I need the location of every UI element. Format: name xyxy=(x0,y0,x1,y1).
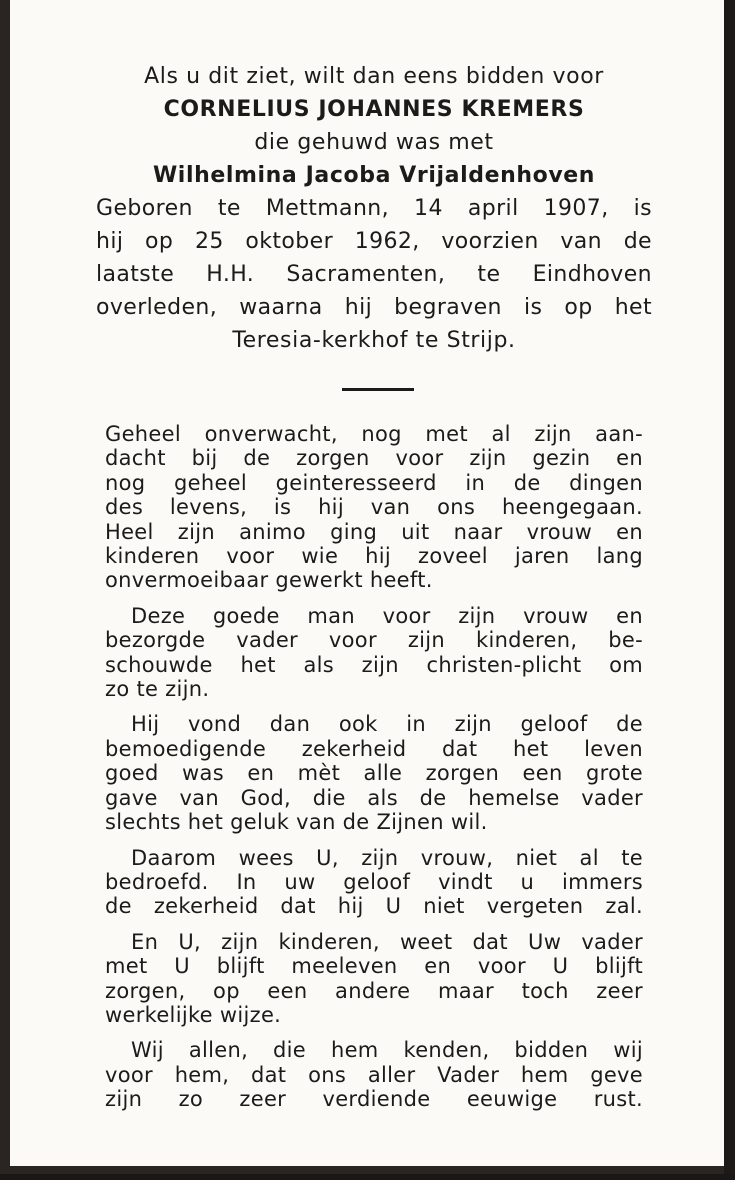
paragraph-line: goed was en mèt alle zorgen een grote xyxy=(105,761,643,786)
spouse-name: Wilhelmina Jacoba Vrijaldenhoven xyxy=(152,163,596,188)
married-to-label: die gehuwd was met xyxy=(254,130,494,155)
paragraph-line: zijn zo zeer verdiende eeuwige rust. xyxy=(105,1087,643,1112)
biography-line: hij op 25 oktober 1962, voorzien van de xyxy=(96,229,652,254)
section-divider xyxy=(342,388,414,391)
paragraph xyxy=(105,422,643,593)
card-header xyxy=(96,60,652,357)
paragraph-line: gave van God, die als de hemelse vader xyxy=(105,785,643,810)
paragraph-line: En U, zijn kinderen, weet dat Uw vader xyxy=(131,929,643,954)
paragraph-line: voor hem, dat ons aller Vader hem geve xyxy=(105,1062,643,1087)
paragraph-line: Deze goede man voor zijn vrouw en xyxy=(131,603,643,628)
card-edge-shadow xyxy=(724,0,735,1180)
paragraph-line: Geheel onverwacht, nog met al zijn aan- xyxy=(105,422,643,446)
paragraph-line: werkelijke wijze. xyxy=(105,1002,282,1027)
paragraph-line: de zekerheid dat hij U niet vergeten zal. xyxy=(105,894,643,919)
memorial-card xyxy=(10,0,724,1166)
paragraph-line: bedroefd. In uw geloof vindt u immers xyxy=(105,869,643,894)
paragraph-line: Wij allen, die hem kenden, bidden wij xyxy=(131,1038,643,1063)
paragraph-line: Daarom wees U, zijn vrouw, niet al te xyxy=(131,845,643,870)
paragraph-line: slechts het geluk van de Zijnen wil. xyxy=(105,810,488,835)
paragraph-line: bezorgde vader voor zijn kinderen, be- xyxy=(105,628,643,653)
biography-line: Teresia-kerkhof te Strijp. xyxy=(232,328,516,353)
paragraph-line: bemoedigende zekerheid dat het leven xyxy=(105,736,643,761)
paragraph-line: schouwde het als zijn christen-plicht om xyxy=(105,652,643,677)
paragraph-line: onvermoeibaar gewerkt heeft. xyxy=(105,568,433,593)
paragraph-line: kinderen voor wie hij zoveel jaren lang xyxy=(105,544,643,569)
paragraph-line: zo te zijn. xyxy=(105,677,210,702)
paragraph xyxy=(105,1038,643,1111)
paragraph-line: dacht bij de zorgen voor zijn gezin en xyxy=(105,446,643,471)
paragraph-line: des levens, is hij van ons heengegaan. xyxy=(105,495,643,520)
paragraph xyxy=(105,604,643,702)
paragraph-line: met U blijft meeleven en voor U blijft xyxy=(105,954,643,979)
paragraph-line: zorgen, op een andere maar toch zeer xyxy=(105,978,643,1003)
biography-line: Geboren te Mettmann, 14 april 1907, is xyxy=(96,196,652,221)
biography-line: laatste H.H. Sacramenten, te Eindhoven xyxy=(96,262,652,287)
paragraph-line: Heel zijn animo ging uit naar vrouw en xyxy=(105,519,643,544)
deceased-name: CORNELIUS JOHANNES KREMERS xyxy=(163,97,585,122)
paragraph-line: nog geheel geinteresseerd in de dingen xyxy=(105,470,643,495)
prayer-invitation: Als u dit ziet, wilt dan eens bidden voor xyxy=(144,64,604,89)
paragraph-line: Hij vond dan ook in zijn geloof de xyxy=(131,712,643,737)
paragraph xyxy=(105,712,643,834)
paragraph xyxy=(105,930,643,1028)
paragraph xyxy=(105,846,643,919)
biography-line: overleden, waarna hij begraven is op het xyxy=(96,295,652,320)
card-body xyxy=(105,422,643,1123)
